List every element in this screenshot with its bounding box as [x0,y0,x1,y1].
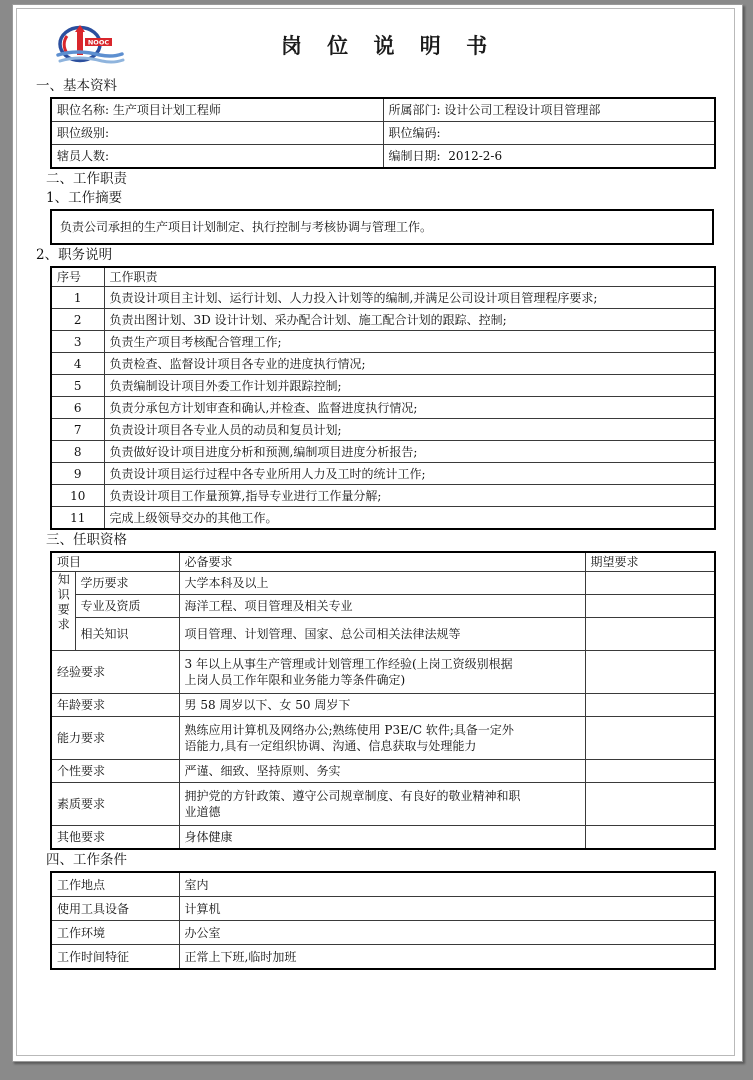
qual-required: 身体健康 [179,826,585,850]
table-row [51,375,715,397]
qual-expected [585,572,715,595]
table-row [51,353,715,375]
qual-label: 相关知识 [75,618,179,651]
qual-expected [585,618,715,651]
duty-no: 6 [51,397,104,419]
work-summary-table [50,209,714,245]
qual-required [179,651,585,694]
qual-required-line2: 业道德 [184,805,221,819]
condition-label: 工作时间特征 [51,945,179,970]
basic-label-right: 所属部门: [388,103,441,117]
qual-expected [585,826,715,850]
qual-label: 能力要求 [51,717,179,760]
table-row [51,760,715,783]
qual-required-line1: 熟练应用计算机及网络办公;熟练使用 P3E/C 软件;具备一定外 [184,723,514,737]
qual-expected [585,595,715,618]
qual-required: 海洋工程、项目管理及相关专业 [179,595,585,618]
qual-required-line2: 上岗人员工作年限和业务能力等条件确定) [184,673,406,687]
duty-text: 负责设计项目运行过程中各专业所用人力及工时的统计工作; [104,463,715,485]
basic-value-left: 生产项目计划工程师 [112,103,221,117]
work-summary-table-wrap [50,209,734,245]
qual-required-line1: 拥护党的方针政策、遵守公司规章制度、有良好的敬业精神和职 [184,789,521,803]
duty-no: 10 [51,485,104,507]
qual-expected [585,760,715,783]
qual-required: 严谨、细致、坚持原则、务实 [179,760,585,783]
duty-text: 负责设计项目主计划、运行计划、人力投入计划等的编制,并满足公司设计项目管理程序要求; [104,287,715,309]
table-row [51,618,715,651]
basic-label-left: 职位级别: [57,126,110,140]
condition-value: 计算机 [179,897,715,921]
duties-table-wrap [50,266,734,530]
table-row [51,826,715,850]
basic-label-right: 职位编码: [388,126,441,140]
qual-label: 经验要求 [51,651,179,694]
table-row [51,872,715,897]
duty-text: 负责出图计划、3D 设计计划、采办配合计划、施工配合计划的跟踪、控制; [104,309,715,331]
duty-text: 负责设计项目各专业人员的动员和复员计划; [104,419,715,441]
basic-cell-left [51,145,383,169]
table-row [51,287,715,309]
duty-no: 1 [51,287,104,309]
page-title: 岗 位 说 明 书 [280,33,497,58]
qual-label: 素质要求 [51,783,179,826]
table-row [51,572,715,595]
duty-no: 9 [51,463,104,485]
qual-header-item: 项目 [51,552,179,572]
table-row [51,945,715,970]
table-header-row [51,552,715,572]
duty-text: 负责编制设计项目外委工作计划并跟踪控制; [104,375,715,397]
table-row [51,717,715,760]
table-row [51,507,715,530]
duty-no: 7 [51,419,104,441]
condition-value: 正常上下班,临时加班 [179,945,715,970]
qual-expected [585,651,715,694]
duty-no: 4 [51,353,104,375]
qual-expected [585,783,715,826]
basic-info-table-wrap [50,97,734,169]
basic-label-left: 辖员人数: [57,149,110,163]
duty-text: 负责生产项目考核配合管理工作; [104,331,715,353]
condition-label: 工作环境 [51,921,179,945]
section-heading-duties: 二、工作职责 [46,171,127,187]
qual-label: 专业及资质 [75,595,179,618]
basic-cell-left [51,98,383,122]
table-row [51,122,715,145]
table-row [51,210,713,244]
duty-text: 完成上级领导交办的其他工作。 [104,507,715,530]
subheading-job-description: 2、职务说明 [36,247,113,263]
basic-label-left: 职位名称: [57,103,110,117]
table-row [51,595,715,618]
document-header [34,16,734,76]
work-conditions-table-wrap [50,871,734,970]
qual-required: 项目管理、计划管理、国家、总公司相关法律法规等 [179,618,585,651]
condition-value: 室内 [179,872,715,897]
duty-text: 负责分承包方计划审查和确认,并检查、监督进度执行情况; [104,397,715,419]
table-row [51,694,715,717]
duty-text: 负责做好设计项目进度分析和预测,编制项目进度分析报告; [104,441,715,463]
work-conditions-body [51,872,715,969]
qual-required-line2: 语能力,具有一定组织协调、沟通、信息获取与处理能力 [184,739,477,753]
section-heading-basic: 一、基本资料 [36,78,117,94]
page-content [34,16,734,1046]
table-row [51,309,715,331]
qual-label: 学历要求 [75,572,179,595]
duty-no: 8 [51,441,104,463]
duty-no: 11 [51,507,104,530]
qual-required: 大学本科及以上 [179,572,585,595]
table-row [51,651,715,694]
subheading-work-summary: 1、工作摘要 [46,190,123,206]
qualification-table [50,551,716,850]
document-page [16,8,735,1056]
work-summary-text: 负责公司承担的生产项目计划制定、执行控制与考核协调与管理工作。 [51,210,713,244]
basic-label-right: 编制日期: [388,149,441,163]
table-header-row [51,267,715,287]
table-row [51,145,715,169]
table-row [51,463,715,485]
qual-expected [585,694,715,717]
condition-label: 工作地点 [51,872,179,897]
basic-cell-right [383,98,715,122]
qual-expected [585,717,715,760]
table-row [51,331,715,353]
duty-no: 5 [51,375,104,397]
basic-cell-right [383,122,715,145]
qual-label: 其他要求 [51,826,179,850]
table-row [51,397,715,419]
qual-header-expected: 期望要求 [585,552,715,572]
duty-no: 3 [51,331,104,353]
duties-header-no: 序号 [51,267,104,287]
table-row [51,921,715,945]
qual-required [179,717,585,760]
section-heading-conditions: 四、工作条件 [46,852,127,868]
basic-cell-right [383,145,715,169]
work-conditions-table [50,871,716,970]
table-row [51,485,715,507]
table-row [51,441,715,463]
duty-no: 2 [51,309,104,331]
basic-info-table [50,97,716,169]
basic-value-right: 设计公司工程设计项目管理部 [444,103,601,117]
basic-value-right: 2012-2-6 [448,149,503,163]
table-row [51,783,715,826]
qualification-body [51,572,715,850]
qualification-table-wrap [50,551,734,850]
qual-required: 男 58 周岁以下、女 50 周岁下 [179,694,585,717]
qual-header-required: 必备要求 [179,552,585,572]
table-row [51,419,715,441]
table-row [51,98,715,122]
table-row [51,897,715,921]
condition-label: 使用工具设备 [51,897,179,921]
qual-label: 年龄要求 [51,694,179,717]
duties-body [51,287,715,530]
qual-required-line1: 3 年以上从事生产管理或计划管理工作经验(上岗工资级别根据 [184,657,513,671]
basic-cell-left [51,122,383,145]
duty-text: 负责检查、监督设计项目各专业的进度执行情况; [104,353,715,375]
duties-header-text: 工作职责 [104,267,715,287]
basic-info-body [51,98,715,168]
duties-table [50,266,716,530]
duty-text: 负责设计项目工作量预算,指导专业进行工作量分解; [104,485,715,507]
svg-text:NOOC: NOOC [87,38,110,47]
section-heading-qualification: 三、任职资格 [46,532,127,548]
qual-required [179,783,585,826]
qual-group-knowledge: 知识要求 [51,572,75,651]
qual-label: 个性要求 [51,760,179,783]
condition-value: 办公室 [179,921,715,945]
